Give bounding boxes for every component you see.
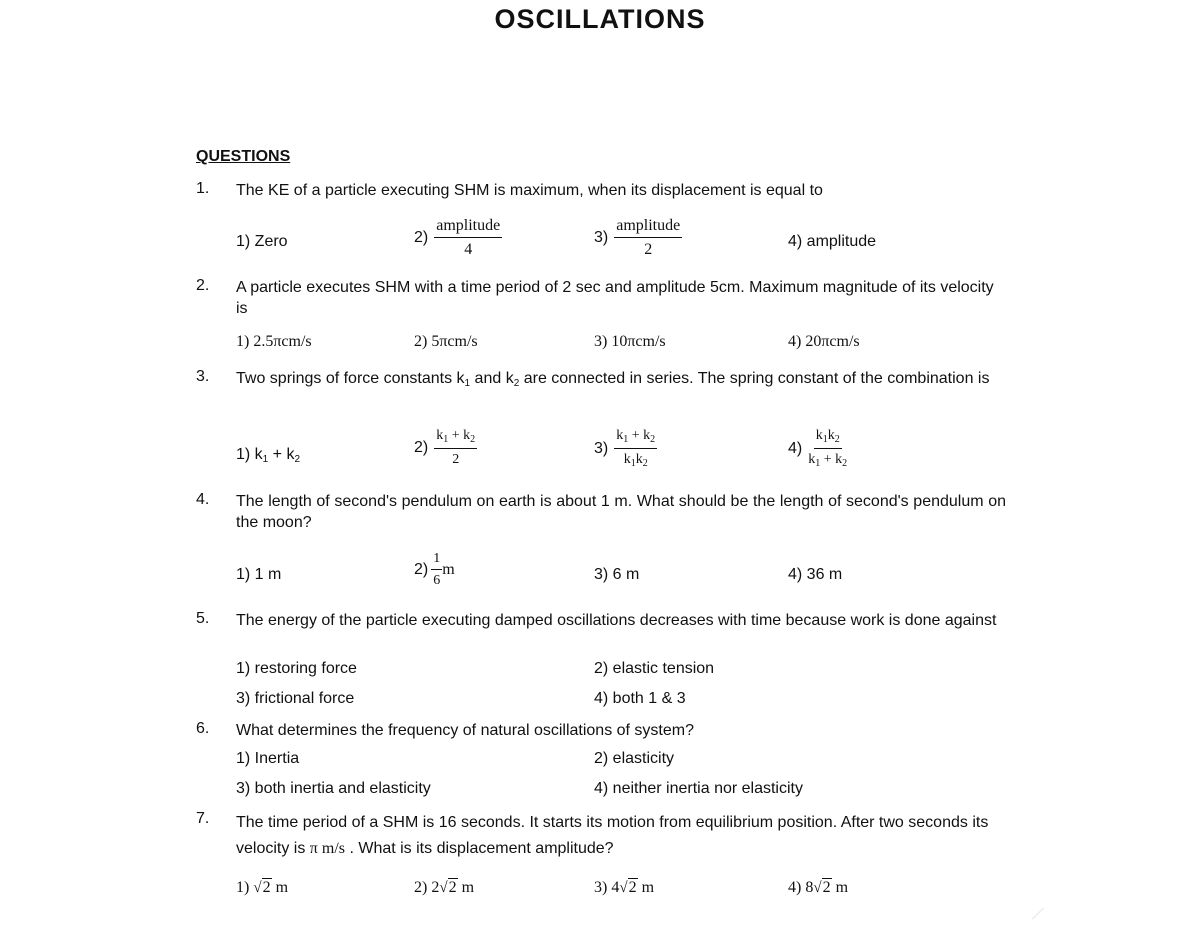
option-4: 4) $\frac{k_1k_2}{k_1 + k_2}$ <box>788 428 848 469</box>
option-1: 1) 1 m <box>236 566 282 583</box>
question-number: 5. <box>196 610 210 627</box>
page-title: OSCILLATIONS <box>494 4 706 34</box>
denominator: 2 <box>644 241 653 258</box>
question-number: 4. <box>196 491 210 508</box>
option-3: 3) $\frac{k_1 + k_2}{k_1k_2}$ <box>594 428 656 469</box>
fraction <box>431 552 442 588</box>
unit: m <box>442 561 455 578</box>
option-prefix: 3) <box>594 229 609 247</box>
numerator: 1 <box>431 552 442 570</box>
option-3: 3) 10πcm/s <box>594 333 666 350</box>
question-number: 1. <box>196 180 210 197</box>
option-3: 3) 4√2 m <box>594 879 655 896</box>
option-4: 4) both 1 & 3 <box>594 690 686 707</box>
question-number: 6. <box>196 720 210 737</box>
option-2: 2) 2√2 m <box>414 879 475 896</box>
question-text: What determines the frequency of natural oscillations of system? <box>236 722 694 739</box>
scan-mark <box>1032 907 1044 919</box>
question-number: 7. <box>196 810 210 827</box>
question-text: Two springs of force constants $k_1$ and $k_2$ are connected in series. The spring constant of the combination is <box>236 370 990 389</box>
option-4: 4) amplitude <box>788 233 877 250</box>
denominator: 2 <box>452 452 460 467</box>
option-3: 3) 6 m <box>594 566 640 583</box>
option-2: 2) 5πcm/s <box>414 333 478 350</box>
question-text: The length of second's pendulum on earth is about 1 m. What should be the length of second's pendulum on the moon? <box>236 493 1006 531</box>
question-text: The KE of a particle executing SHM is maximum, when its displacement is equal to <box>236 182 823 199</box>
option-3 <box>594 218 682 258</box>
fraction <box>434 429 477 467</box>
option-1: 1) Zero <box>236 233 288 250</box>
option-1: 1) √2 m <box>236 879 289 896</box>
section-heading: QUESTIONS <box>196 148 291 165</box>
question-text: A particle executes SHM with a time period of 2 sec and amplitude 5cm. Maximum magnitude of its velocity is <box>236 279 994 317</box>
numerator: amplitude <box>614 218 682 238</box>
denominator: 6 <box>433 573 441 588</box>
fraction <box>614 218 682 258</box>
option-prefix: 2) <box>414 229 429 247</box>
denominator: $k_1k_2$ <box>623 452 648 469</box>
option-4: 4) neither inertia nor elasticity <box>594 780 803 797</box>
numerator: $k_1 + k_2$ <box>614 429 657 449</box>
option-1: 1) $k_1 + k_2$ <box>236 446 301 465</box>
option-3: 3) both inertia and elasticity <box>236 780 431 797</box>
numerator: $k_1k_2$ <box>814 429 842 449</box>
option-2 <box>414 218 502 258</box>
option-4: 4) 36 m <box>788 566 843 583</box>
option-2: 2) elastic tension <box>594 660 715 677</box>
option-2: 2) elasticity <box>594 750 675 767</box>
question-text: The energy of the particle executing damped oscillations decreases with time because work is done against <box>236 612 997 629</box>
fraction <box>614 429 657 469</box>
option-1: 1) restoring force <box>236 660 357 677</box>
option-2: 2) $\frac{1}{6}$ m <box>414 551 455 588</box>
fraction <box>808 429 847 469</box>
option-2: 2) $\frac{k_1 + k_2}{2}$ <box>414 428 476 467</box>
option-4: 4) 20πcm/s <box>788 333 860 350</box>
numerator: $k_1 + k_2$ <box>434 429 477 449</box>
option-1: 1) 2.5πcm/s <box>236 333 312 350</box>
fraction <box>434 218 502 258</box>
option-3: 3) frictional force <box>236 690 355 707</box>
option-4: 4) 8√2 m <box>788 879 849 896</box>
question-text: The time period of a SHM is 16 seconds. It starts its motion from equilibrium position. After two seconds its velocity is π m/s . What is its displacement amplitude? <box>236 814 989 857</box>
denominator: 4 <box>464 241 473 258</box>
question-number: 2. <box>196 277 210 294</box>
numerator: amplitude <box>434 218 502 238</box>
denominator: $k_1 + k_2$ <box>808 452 848 469</box>
question-number: 3. <box>196 368 210 385</box>
option-1: 1) Inertia <box>236 750 300 767</box>
